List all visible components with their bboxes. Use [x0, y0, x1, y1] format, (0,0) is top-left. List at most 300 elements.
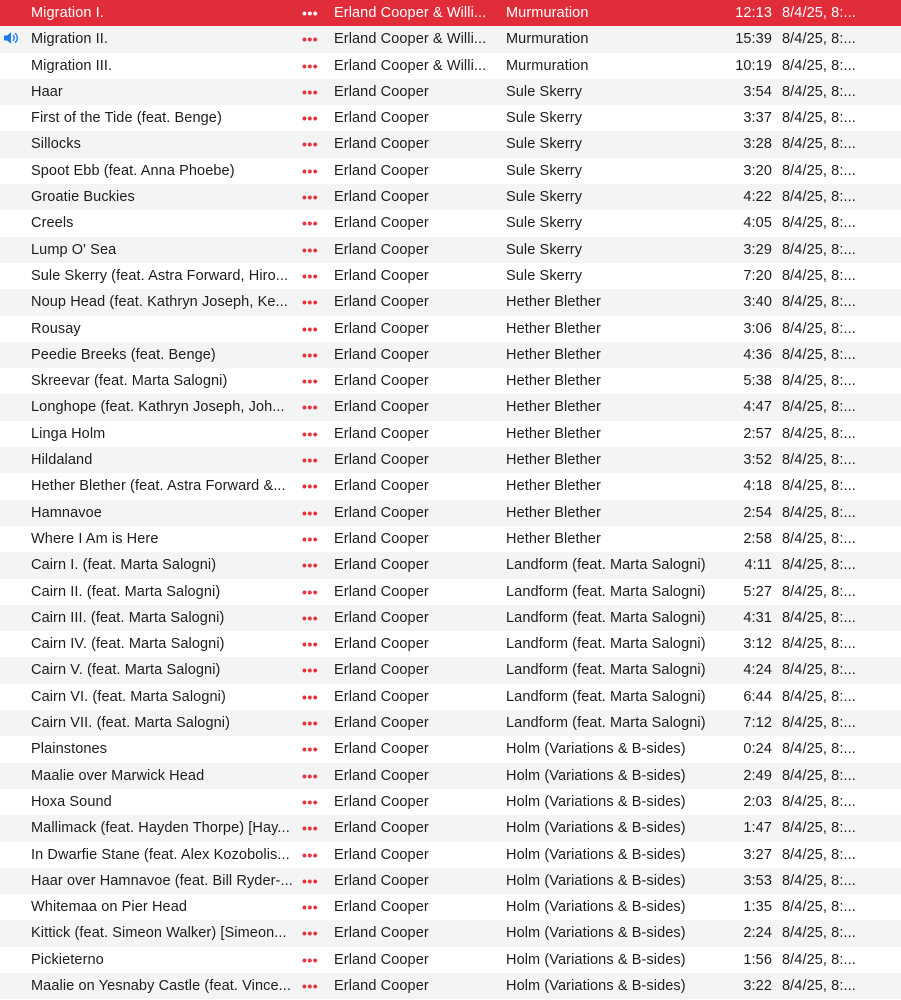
- track-album: Murmuration: [506, 57, 589, 74]
- track-time: 3:53: [743, 872, 772, 889]
- now-playing-cell: [0, 0, 24, 26]
- track-time: 2:58: [743, 530, 772, 547]
- track-artist: Erland Cooper: [334, 688, 429, 705]
- track-album: Holm (Variations & B-sides): [506, 925, 686, 942]
- track-artist: Erland Cooper: [334, 872, 429, 889]
- track-date-added: 8/4/25, 8:...: [782, 583, 856, 600]
- now-playing-cell: [0, 815, 24, 841]
- more-options-icon[interactable]: •••: [302, 925, 319, 942]
- track-row[interactable]: [0, 526, 901, 552]
- track-album: Sule Skerry: [506, 267, 583, 284]
- track-row[interactable]: [0, 26, 901, 52]
- track-artist: Erland Cooper: [334, 162, 429, 179]
- more-options-icon[interactable]: •••: [302, 294, 319, 311]
- track-artist: Erland Cooper: [334, 820, 429, 837]
- more-options-icon[interactable]: •••: [302, 583, 319, 600]
- track-row[interactable]: [0, 263, 901, 289]
- track-date-added: 8/4/25, 8:...: [782, 951, 856, 968]
- more-options-icon[interactable]: •••: [302, 636, 319, 653]
- track-artist: Erland Cooper: [334, 452, 429, 469]
- now-playing-cell: [0, 26, 24, 52]
- track-row[interactable]: [0, 552, 901, 578]
- track-date-added: 8/4/25, 8:...: [782, 31, 856, 48]
- now-playing-cell: [0, 158, 24, 184]
- track-time: 3:12: [743, 636, 772, 653]
- track-title: Maalie over Marwick Head: [31, 767, 205, 784]
- more-options-icon[interactable]: •••: [302, 820, 319, 837]
- track-time: 7:20: [743, 267, 772, 284]
- track-artist: Erland Cooper: [334, 636, 429, 653]
- track-time: 4:18: [743, 478, 772, 495]
- track-time: 0:24: [743, 741, 772, 758]
- track-album: Holm (Variations & B-sides): [506, 899, 686, 916]
- track-row[interactable]: [0, 579, 901, 605]
- track-row[interactable]: [0, 105, 901, 131]
- track-row[interactable]: [0, 473, 901, 499]
- track-album: Holm (Variations & B-sides): [506, 820, 686, 837]
- track-artist: Erland Cooper: [334, 399, 429, 416]
- more-options-icon[interactable]: •••: [302, 662, 319, 679]
- track-album: Hether Blether: [506, 399, 601, 416]
- now-playing-cell: [0, 763, 24, 789]
- track-date-added: 8/4/25, 8:...: [782, 425, 856, 442]
- track-row[interactable]: [0, 736, 901, 762]
- now-playing-cell: [0, 184, 24, 210]
- track-album: Landform (feat. Marta Salogni): [506, 557, 706, 574]
- track-artist: Erland Cooper: [334, 662, 429, 679]
- track-title: Longhope (feat. Kathryn Joseph, Joh...: [31, 399, 285, 416]
- more-options-icon[interactable]: •••: [302, 688, 319, 705]
- track-row[interactable]: [0, 237, 901, 263]
- more-options-icon[interactable]: •••: [302, 846, 319, 863]
- track-row[interactable]: [0, 868, 901, 894]
- track-title: Hether Blether (feat. Astra Forward &...: [31, 478, 286, 495]
- track-row[interactable]: [0, 184, 901, 210]
- track-row[interactable]: [0, 815, 901, 841]
- track-row[interactable]: [0, 500, 901, 526]
- more-options-icon[interactable]: •••: [302, 452, 319, 469]
- more-options-icon[interactable]: •••: [302, 557, 319, 574]
- track-artist: Erland Cooper: [334, 583, 429, 600]
- track-album: Sule Skerry: [506, 189, 583, 206]
- track-date-added: 8/4/25, 8:...: [782, 215, 856, 232]
- track-title: Sillocks: [31, 136, 81, 153]
- more-options-icon[interactable]: •••: [302, 609, 319, 626]
- track-row[interactable]: [0, 710, 901, 736]
- now-playing-cell: [0, 210, 24, 236]
- track-time: 2:54: [743, 504, 772, 521]
- more-options-icon[interactable]: •••: [302, 530, 319, 547]
- track-date-added: 8/4/25, 8:...: [782, 688, 856, 705]
- more-options-icon[interactable]: •••: [302, 267, 319, 284]
- more-options-icon[interactable]: •••: [302, 57, 319, 74]
- track-title: Sule Skerry (feat. Astra Forward, Hiro...: [31, 267, 289, 284]
- track-album: Landform (feat. Marta Salogni): [506, 609, 706, 626]
- track-album: Landform (feat. Marta Salogni): [506, 583, 706, 600]
- now-playing-cell: [0, 631, 24, 657]
- track-title: Migration II.: [31, 31, 109, 48]
- track-date-added: 8/4/25, 8:...: [782, 504, 856, 521]
- track-album: Hether Blether: [506, 320, 601, 337]
- now-playing-cell: [0, 131, 24, 157]
- track-album: Hether Blether: [506, 504, 601, 521]
- track-time: 3:29: [743, 241, 772, 258]
- track-title: Migration III.: [31, 57, 113, 74]
- track-time: 15:39: [735, 31, 772, 48]
- track-date-added: 8/4/25, 8:...: [782, 557, 856, 574]
- more-options-icon[interactable]: •••: [302, 741, 319, 758]
- now-playing-cell: [0, 947, 24, 973]
- track-time: 3:54: [743, 83, 772, 100]
- track-row[interactable]: [0, 210, 901, 236]
- track-time: 3:06: [743, 320, 772, 337]
- track-date-added: 8/4/25, 8:...: [782, 110, 856, 127]
- track-album: Holm (Variations & B-sides): [506, 951, 686, 968]
- more-options-icon[interactable]: •••: [302, 110, 319, 127]
- more-options-icon[interactable]: •••: [302, 951, 319, 968]
- track-time: 3:22: [743, 977, 772, 994]
- track-album: Landform (feat. Marta Salogni): [506, 662, 706, 679]
- track-time: 5:38: [743, 373, 772, 390]
- track-artist: Erland Cooper & Willi...: [334, 5, 487, 21]
- track-artist: Erland Cooper: [334, 846, 429, 863]
- more-options-icon[interactable]: •••: [302, 793, 319, 810]
- track-time: 10:19: [735, 57, 772, 74]
- track-time: 3:52: [743, 452, 772, 469]
- track-album: Hether Blether: [506, 425, 601, 442]
- track-title: Migration I.: [31, 5, 104, 21]
- track-artist: Erland Cooper: [334, 793, 429, 810]
- now-playing-cell: [0, 552, 24, 578]
- track-title: Whitemaa on Pier Head: [31, 899, 188, 916]
- now-playing-cell: [0, 79, 24, 105]
- track-artist: Erland Cooper: [334, 925, 429, 942]
- more-options-icon[interactable]: •••: [302, 320, 319, 337]
- track-artist: Erland Cooper: [334, 189, 429, 206]
- track-date-added: 8/4/25, 8:...: [782, 977, 856, 994]
- more-options-icon[interactable]: •••: [302, 136, 319, 153]
- track-album: Hether Blether: [506, 373, 601, 390]
- now-playing-cell: [0, 920, 24, 946]
- track-title: Lump O' Sea: [31, 241, 117, 258]
- track-album: Holm (Variations & B-sides): [506, 741, 686, 758]
- track-album: Sule Skerry: [506, 162, 583, 179]
- track-title: Hoxa Sound: [31, 793, 112, 810]
- track-row[interactable]: [0, 973, 901, 999]
- track-album: Sule Skerry: [506, 110, 583, 127]
- track-artist: Erland Cooper: [334, 478, 429, 495]
- track-time: 6:44: [743, 688, 772, 705]
- track-time: 4:22: [743, 189, 772, 206]
- track-title: Cairn IV. (feat. Marta Salogni): [31, 636, 225, 653]
- track-time: 4:05: [743, 215, 772, 232]
- now-playing-cell: [0, 736, 24, 762]
- track-time: 4:24: [743, 662, 772, 679]
- track-album: Holm (Variations & B-sides): [506, 793, 686, 810]
- now-playing-cell: [0, 657, 24, 683]
- now-playing-cell: [0, 421, 24, 447]
- track-time: 4:31: [743, 609, 772, 626]
- more-options-icon[interactable]: •••: [302, 899, 319, 916]
- track-row[interactable]: [0, 342, 901, 368]
- track-date-added: 8/4/25, 8:...: [782, 609, 856, 626]
- more-options-icon[interactable]: •••: [302, 83, 319, 100]
- track-time: 4:36: [743, 346, 772, 363]
- more-options-icon[interactable]: •••: [302, 241, 319, 258]
- track-row[interactable]: [0, 947, 901, 973]
- track-title: Skreevar (feat. Marta Salogni): [31, 373, 228, 390]
- track-title: Hildaland: [31, 452, 93, 469]
- track-date-added: 8/4/25, 8:...: [782, 267, 856, 284]
- track-album: Sule Skerry: [506, 241, 583, 258]
- track-time: 12:13: [735, 5, 772, 21]
- track-artist: Erland Cooper: [334, 215, 429, 232]
- track-row[interactable]: [0, 368, 901, 394]
- now-playing-cell: [0, 894, 24, 920]
- now-playing-cell: [0, 53, 24, 79]
- track-time: 2:24: [743, 925, 772, 942]
- track-date-added: 8/4/25, 8:...: [782, 57, 856, 74]
- more-options-icon[interactable]: •••: [302, 346, 319, 363]
- more-options-icon[interactable]: •••: [302, 189, 319, 206]
- track-time: 3:40: [743, 294, 772, 311]
- track-row[interactable]: [0, 789, 901, 815]
- track-time: 2:03: [743, 793, 772, 810]
- track-title: Rousay: [31, 320, 81, 337]
- track-album: Holm (Variations & B-sides): [506, 977, 686, 994]
- track-title: Linga Holm: [31, 425, 106, 442]
- track-artist: Erland Cooper: [334, 715, 429, 732]
- now-playing-cell: [0, 789, 24, 815]
- now-playing-cell: [0, 684, 24, 710]
- track-title: Plainstones: [31, 741, 108, 758]
- track-album: Hether Blether: [506, 478, 601, 495]
- track-album: Landform (feat. Marta Salogni): [506, 636, 706, 653]
- track-time: 3:28: [743, 136, 772, 153]
- track-date-added: 8/4/25, 8:...: [782, 793, 856, 810]
- track-row[interactable]: [0, 763, 901, 789]
- track-date-added: 8/4/25, 8:...: [782, 478, 856, 495]
- now-playing-cell: [0, 368, 24, 394]
- track-date-added: 8/4/25, 8:...: [782, 846, 856, 863]
- track-album: Holm (Variations & B-sides): [506, 767, 686, 784]
- track-row[interactable]: [0, 842, 901, 868]
- track-title: Cairn VII. (feat. Marta Salogni): [31, 715, 231, 732]
- track-date-added: 8/4/25, 8:...: [782, 294, 856, 311]
- track-title: Pickieterno: [31, 951, 104, 968]
- track-date-added: 8/4/25, 8:...: [782, 741, 856, 758]
- track-row[interactable]: [0, 394, 901, 420]
- track-date-added: 8/4/25, 8:...: [782, 346, 856, 363]
- track-title: Haar over Hamnavoe (feat. Bill Ryder-...: [31, 872, 293, 889]
- track-title: Cairn III. (feat. Marta Salogni): [31, 609, 225, 626]
- track-artist: Erland Cooper: [334, 425, 429, 442]
- more-options-icon[interactable]: •••: [302, 5, 319, 21]
- track-artist: Erland Cooper: [334, 346, 429, 363]
- track-title: Kittick (feat. Simeon Walker) [Simeon...: [31, 925, 287, 942]
- track-date-added: 8/4/25, 8:...: [782, 820, 856, 837]
- track-artist: Erland Cooper & Willi...: [334, 57, 487, 74]
- now-playing-cell: [0, 605, 24, 631]
- now-playing-cell: [0, 842, 24, 868]
- now-playing-cell: [0, 237, 24, 263]
- track-album: Holm (Variations & B-sides): [506, 846, 686, 863]
- track-row[interactable]: [0, 894, 901, 920]
- track-time: 1:35: [743, 899, 772, 916]
- track-row[interactable]: [0, 421, 901, 447]
- track-album: Murmuration: [506, 5, 589, 21]
- more-options-icon[interactable]: •••: [302, 31, 319, 48]
- now-playing-cell: [0, 710, 24, 736]
- more-options-icon[interactable]: •••: [302, 478, 319, 495]
- more-options-icon[interactable]: •••: [302, 373, 319, 390]
- more-options-icon[interactable]: •••: [302, 977, 319, 994]
- now-playing-cell: [0, 579, 24, 605]
- track-time: 3:37: [743, 110, 772, 127]
- track-date-added: 8/4/25, 8:...: [782, 5, 856, 21]
- more-options-icon[interactable]: •••: [302, 399, 319, 416]
- track-album: Sule Skerry: [506, 215, 583, 232]
- now-playing-cell: [0, 316, 24, 342]
- track-album: Murmuration: [506, 31, 589, 48]
- track-title: Where I Am is Here: [31, 530, 159, 547]
- now-playing-cell: [0, 342, 24, 368]
- track-row[interactable]: [0, 289, 901, 315]
- speaker-volume-icon: [3, 31, 21, 45]
- track-album: Landform (feat. Marta Salogni): [506, 715, 706, 732]
- track-title: Haar: [31, 83, 63, 100]
- now-playing-cell: [0, 447, 24, 473]
- track-artist: Erland Cooper: [334, 951, 429, 968]
- track-album: Hether Blether: [506, 294, 601, 311]
- track-date-added: 8/4/25, 8:...: [782, 373, 856, 390]
- track-date-added: 8/4/25, 8:...: [782, 162, 856, 179]
- track-title: Creels: [31, 215, 74, 232]
- track-album: Landform (feat. Marta Salogni): [506, 688, 706, 705]
- track-artist: Erland Cooper: [334, 294, 429, 311]
- track-date-added: 8/4/25, 8:...: [782, 636, 856, 653]
- track-time: 3:20: [743, 162, 772, 179]
- track-date-added: 8/4/25, 8:...: [782, 320, 856, 337]
- track-row[interactable]: [0, 316, 901, 342]
- track-artist: Erland Cooper: [334, 136, 429, 153]
- track-title: Cairn VI. (feat. Marta Salogni): [31, 688, 226, 705]
- track-title: In Dwarfie Stane (feat. Alex Kozobolis...: [31, 846, 290, 863]
- track-artist: Erland Cooper: [334, 557, 429, 574]
- now-playing-cell: [0, 473, 24, 499]
- track-artist: Erland Cooper: [334, 609, 429, 626]
- now-playing-cell: [0, 526, 24, 552]
- track-album: Hether Blether: [506, 346, 601, 363]
- track-date-added: 8/4/25, 8:...: [782, 899, 856, 916]
- track-artist: Erland Cooper: [334, 530, 429, 547]
- track-date-added: 8/4/25, 8:...: [782, 241, 856, 258]
- track-artist: Erland Cooper: [334, 504, 429, 521]
- track-date-added: 8/4/25, 8:...: [782, 530, 856, 547]
- track-artist: Erland Cooper & Willi...: [334, 31, 487, 48]
- track-row[interactable]: [0, 158, 901, 184]
- now-playing-cell: [0, 105, 24, 131]
- track-date-added: 8/4/25, 8:...: [782, 715, 856, 732]
- track-time: 7:12: [743, 715, 772, 732]
- track-artist: Erland Cooper: [334, 83, 429, 100]
- track-row[interactable]: [0, 631, 901, 657]
- track-row[interactable]: [0, 79, 901, 105]
- track-album: Sule Skerry: [506, 83, 583, 100]
- track-artist: Erland Cooper: [334, 767, 429, 784]
- track-row[interactable]: [0, 0, 901, 26]
- track-title: Peedie Breeks (feat. Benge): [31, 346, 216, 363]
- track-row[interactable]: [0, 657, 901, 683]
- track-date-added: 8/4/25, 8:...: [782, 83, 856, 100]
- more-options-icon[interactable]: •••: [302, 872, 319, 889]
- track-title: Cairn I. (feat. Marta Salogni): [31, 557, 217, 574]
- track-row[interactable]: [0, 605, 901, 631]
- track-row[interactable]: [0, 684, 901, 710]
- track-title: Hamnavoe: [31, 504, 102, 521]
- more-options-icon[interactable]: •••: [302, 162, 319, 179]
- track-date-added: 8/4/25, 8:...: [782, 136, 856, 153]
- track-row[interactable]: [0, 920, 901, 946]
- track-album: Sule Skerry: [506, 136, 583, 153]
- track-album: Hether Blether: [506, 452, 601, 469]
- track-time: 2:57: [743, 425, 772, 442]
- track-date-added: 8/4/25, 8:...: [782, 925, 856, 942]
- now-playing-cell: [0, 289, 24, 315]
- track-artist: Erland Cooper: [334, 241, 429, 258]
- track-title: Cairn II. (feat. Marta Salogni): [31, 583, 221, 600]
- track-artist: Erland Cooper: [334, 741, 429, 758]
- track-title: First of the Tide (feat. Benge): [31, 110, 222, 127]
- track-title: Noup Head (feat. Kathryn Joseph, Ke...: [31, 294, 288, 311]
- track-date-added: 8/4/25, 8:...: [782, 872, 856, 889]
- more-options-icon[interactable]: •••: [302, 425, 319, 442]
- track-title: Maalie on Yesnaby Castle (feat. Vince...: [31, 977, 292, 994]
- track-time: 1:56: [743, 951, 772, 968]
- track-date-added: 8/4/25, 8:...: [782, 452, 856, 469]
- more-options-icon[interactable]: •••: [302, 215, 319, 232]
- track-time: 2:49: [743, 767, 772, 784]
- track-artist: Erland Cooper: [334, 899, 429, 916]
- track-row[interactable]: [0, 131, 901, 157]
- more-options-icon[interactable]: •••: [302, 504, 319, 521]
- more-options-icon[interactable]: •••: [302, 767, 319, 784]
- now-playing-cell: [0, 263, 24, 289]
- track-artist: Erland Cooper: [334, 110, 429, 127]
- track-artist: Erland Cooper: [334, 373, 429, 390]
- now-playing-cell: [0, 868, 24, 894]
- track-time: 3:27: [743, 846, 772, 863]
- track-date-added: 8/4/25, 8:...: [782, 767, 856, 784]
- track-time: 5:27: [743, 583, 772, 600]
- track-row[interactable]: [0, 53, 901, 79]
- track-time: 1:47: [743, 820, 772, 837]
- track-album: Hether Blether: [506, 530, 601, 547]
- track-artist: Erland Cooper: [334, 977, 429, 994]
- more-options-icon[interactable]: •••: [302, 715, 319, 732]
- track-date-added: 8/4/25, 8:...: [782, 189, 856, 206]
- now-playing-cell: [0, 973, 24, 999]
- track-title: Groatie Buckies: [31, 189, 135, 206]
- track-row[interactable]: [0, 447, 901, 473]
- now-playing-cell: [0, 500, 24, 526]
- track-artist: Erland Cooper: [334, 267, 429, 284]
- track-title: Cairn V. (feat. Marta Salogni): [31, 662, 221, 679]
- track-title: Mallimack (feat. Hayden Thorpe) [Hay...: [31, 820, 290, 837]
- track-date-added: 8/4/25, 8:...: [782, 662, 856, 679]
- track-artist: Erland Cooper: [334, 320, 429, 337]
- track-date-added: 8/4/25, 8:...: [782, 399, 856, 416]
